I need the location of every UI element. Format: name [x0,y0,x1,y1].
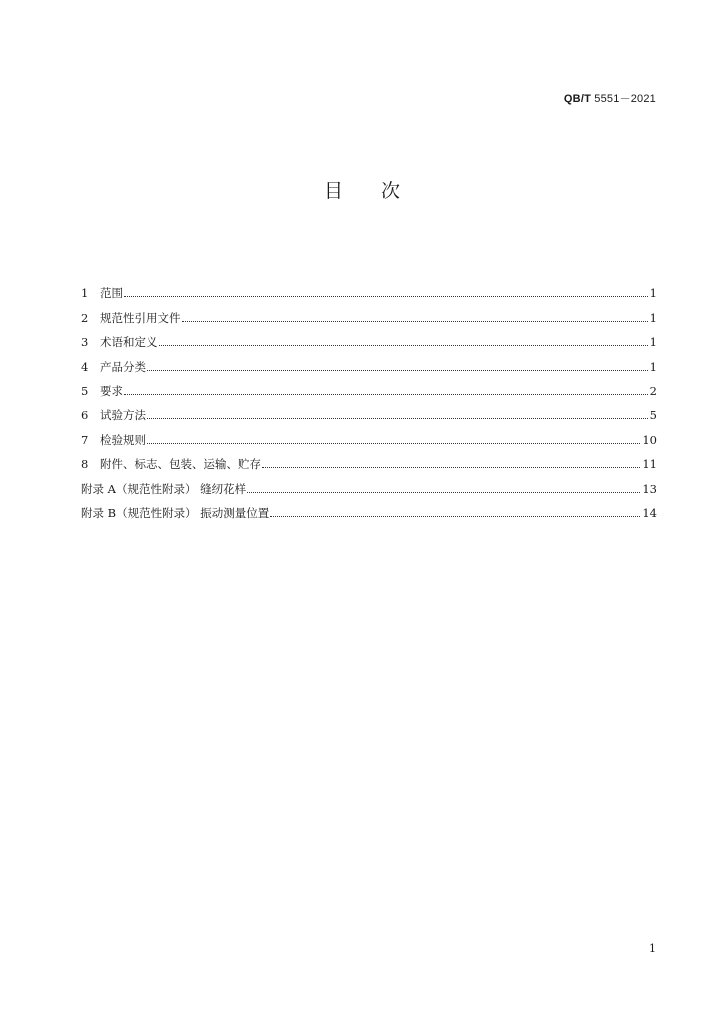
toc-entry-label: 试验方法 [100,408,146,423]
toc-entry-4[interactable] [81,350,657,374]
toc-entry-page: 14 [642,505,657,520]
page-title-char-1: 目 [323,180,343,202]
toc-leader [147,442,640,444]
toc-leader [262,466,640,468]
toc-entry-8[interactable] [81,448,657,472]
page-title-char-2: 次 [381,180,401,202]
toc-entry-page: 5 [649,408,657,423]
toc-entry-1[interactable] [81,277,657,301]
toc-entry-annex-a[interactable] [81,472,657,496]
toc-entry-5[interactable] [81,375,657,399]
toc-leader [147,417,648,419]
toc-entry-label: 要求 [100,383,123,398]
toc-entry-label: 附录 A（规范性附录） 缝纫花样 [81,481,247,496]
toc-entry-number: 3 [81,335,89,350]
toc-entry-page: 1 [649,310,657,325]
toc-entry-page: 11 [642,457,657,472]
toc-entry-7[interactable] [81,423,657,447]
toc-entry-label: 附件、标志、包装、运输、贮存 [100,457,261,472]
toc-entry-number: 1 [81,286,89,301]
toc-leader [247,491,640,493]
toc-entry-page: 13 [642,481,657,496]
toc-leader [270,515,640,517]
toc-entry-3[interactable] [81,326,657,350]
table-of-contents [81,277,657,521]
toc-entry-number: 5 [81,383,89,398]
toc-entry-page: 1 [649,286,657,301]
toc-leader [159,344,648,346]
toc-leader [147,369,648,371]
toc-entry-label: 范围 [100,286,123,301]
toc-entry-label: 产品分类 [100,359,146,374]
toc-entry-page: 1 [649,335,657,350]
toc-entry-label: 术语和定义 [100,335,158,350]
standard-code [564,90,656,106]
toc-entry-label: 检验规则 [100,432,146,447]
toc-entry-page: 1 [649,359,657,374]
toc-entry-page: 2 [649,383,657,398]
toc-entry-number: 2 [81,310,89,325]
toc-leader [182,320,648,322]
standard-code-number: 5551－2021 [591,93,656,105]
toc-entry-2[interactable] [81,301,657,325]
toc-entry-number: 6 [81,408,89,423]
toc-entry-6[interactable] [81,399,657,423]
toc-entry-number: 8 [81,457,89,472]
toc-entry-label: 规范性引用文件 [100,310,181,325]
toc-leader [124,393,648,395]
page-number: 1 [649,942,656,955]
toc-entry-number: 7 [81,432,89,447]
toc-entry-number: 4 [81,359,89,374]
toc-entry-page: 10 [642,432,657,447]
toc-entry-label: 附录 B（规范性附录） 振动测量位置 [81,505,270,520]
toc-entry-annex-b[interactable] [81,497,657,521]
toc-leader [124,295,648,297]
page-title [0,176,724,203]
standard-code-prefix: QB/T [563,93,591,105]
